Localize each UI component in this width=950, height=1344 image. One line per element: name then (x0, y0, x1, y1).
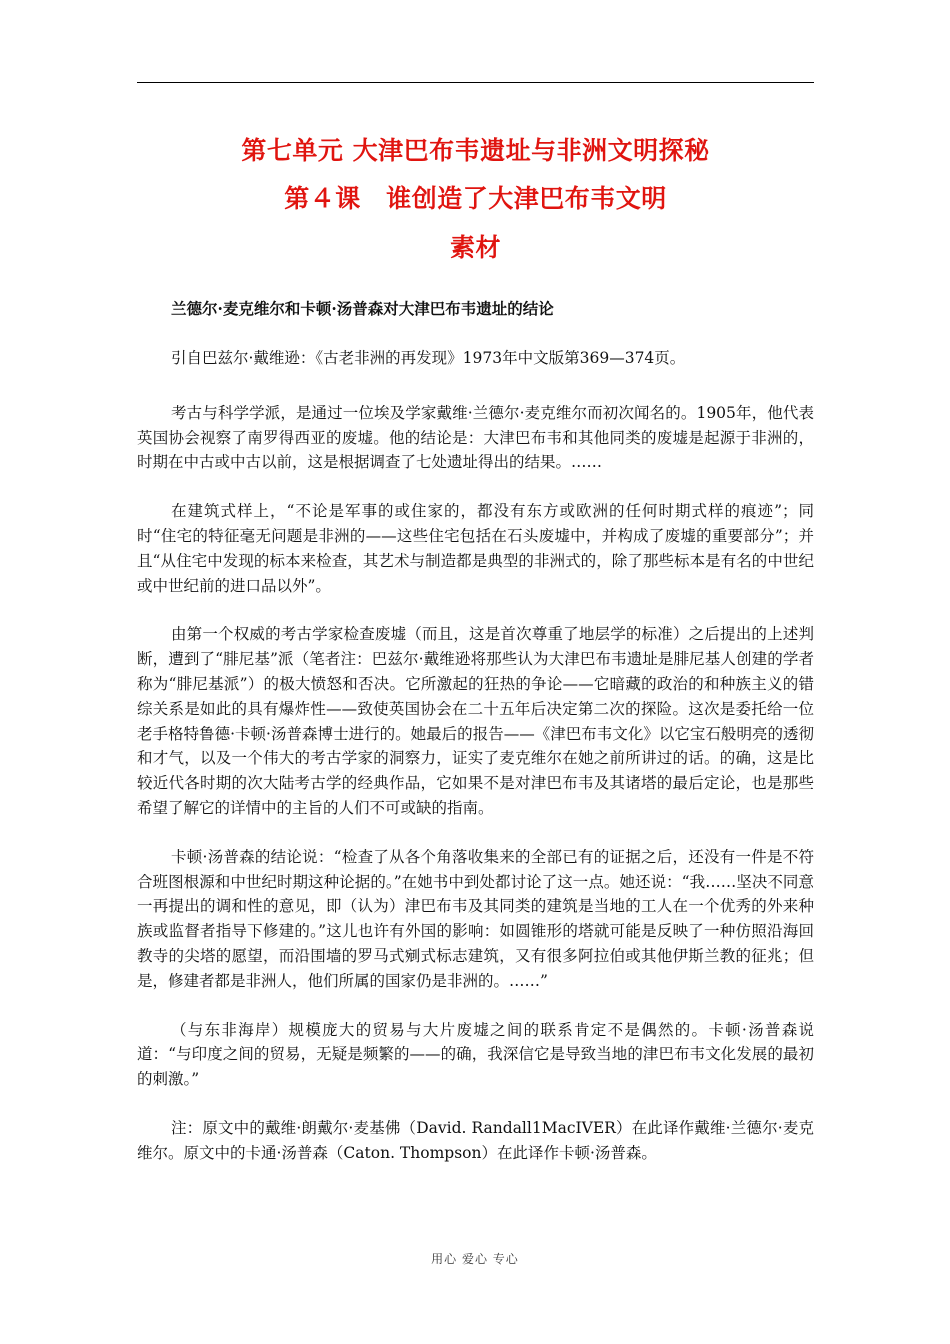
paragraph-5: （与东非海岸）规模庞大的贸易与大片废墟之间的联系肯定不是偶然的。卡顿·汤普森说道：“与印度之间的贸易，无疑是频繁的——的确，我深信它是导致当地的津巴布韦文化发展的最初的刺激。” (137, 1020, 814, 1089)
paragraph-3: 由第一个权威的考古学家检查废墟（而且，这是首次尊重了地层学的标准）之后提出的上述判断，遭到了“腓尼基”派（笔者注：巴兹尔·戴维逊将那些认为大津巴布韦遗址是腓尼基人创建的学者称为“腓尼基派”）的极大愤怒和否决。它所激起的狂热的争论——它暗藏的政治的和种族主义的错综关系是如此的具有爆炸性——致使英国协会在二十五年后决定第二次的探险。这次是委托给一位老手格特鲁德·卡顿·汤普森博士进行的。她最后的报告——《津巴布韦文化》以它宝石般明亮的透彻和才气，以及一个伟大的考古学家的洞察力，证实了麦克维尔在她之前所讲过的话。的确，这是比较近代各时期的次大陆考古学的经典作品，它如果不是对津巴布韦及其诸塔的最后定论，也是那些希望了解它的详情中的主旨的人们不可或缺的指南。 (137, 625, 814, 817)
paragraph-1: 考古与科学学派，是通过一位埃及学家戴维·兰德尔·麦克维尔而初次闻名的。1905年，他代表英国协会视察了南罗得西亚的废墟。他的结论是：大津巴布韦和其他同类的废墟是起源于非洲的，时期在中古或中古以前，这是根据调查了七处遗址得出的结果。…… (137, 403, 814, 472)
section-heading: 兰德尔·麦克维尔和卡顿·汤普森对大津巴布韦遗址的结论 (171, 299, 554, 318)
paragraph-4: 卡顿·汤普森的结论说：“检查了从各个角落收集来的全部已有的证据之后，还没有一件是不符合班图根源和中世纪时期这种论据的。”在她书中到处都讨论了这一点。她还说：“我……坚决不同意一再提出的调和性的意见，即（认为）津巴布韦及其同类的建筑是当地的工人在一个优秀的外来种族或监督者指导下修建的。”这儿也许有外国的影响：如圆锥形的塔就可能是反映了一种仿照沿海回教寺的尖塔的愿望，而沿围墙的罗马式剜式标志建筑，又有很多阿拉伯或其他伊斯兰教的征兆；但是，修建者都是非洲人，他们所属的国家仍是非洲的。……” (137, 847, 814, 990)
translator-note: 注：原文中的戴维·朗戴尔·麦基佛（David. Randall1MacIVER）在此译作戴维·兰德尔·麦克维尔。原文中的卡通·汤普森（Caton. Thompson）在此译作卡顿·汤普森。 (137, 1118, 814, 1162)
paragraph-2: 在建筑式样上，“不论是军事的或住家的，都没有东方或欧洲的任何时期式样的痕迹”；同时“住宅的特征毫无问题是非洲的——这些住宅包括在石头废墟中，并构成了废墟的重要部分”；并且“从住宅中发现的标本来检查，其艺术与制造都是典型的非洲式的，除了那些标本是有名的中世纪或中世纪前的进口品以外”。 (137, 502, 814, 595)
top-rule (137, 82, 814, 83)
source-citation: 引自巴兹尔·戴维逊：《古老非洲的再发现》1973年中文版第369—374页。 (171, 349, 686, 367)
material-label: 素材 (449, 233, 501, 262)
document-body (137, 297, 814, 1190)
unit-title: 第七单元 大津巴布韦遗址与非洲文明探秘 (241, 136, 710, 165)
lesson-title: 第４课 谁创造了大津巴布韦文明 (284, 184, 667, 213)
footer-motto: 用心 爱心 专心 (431, 1252, 519, 1266)
